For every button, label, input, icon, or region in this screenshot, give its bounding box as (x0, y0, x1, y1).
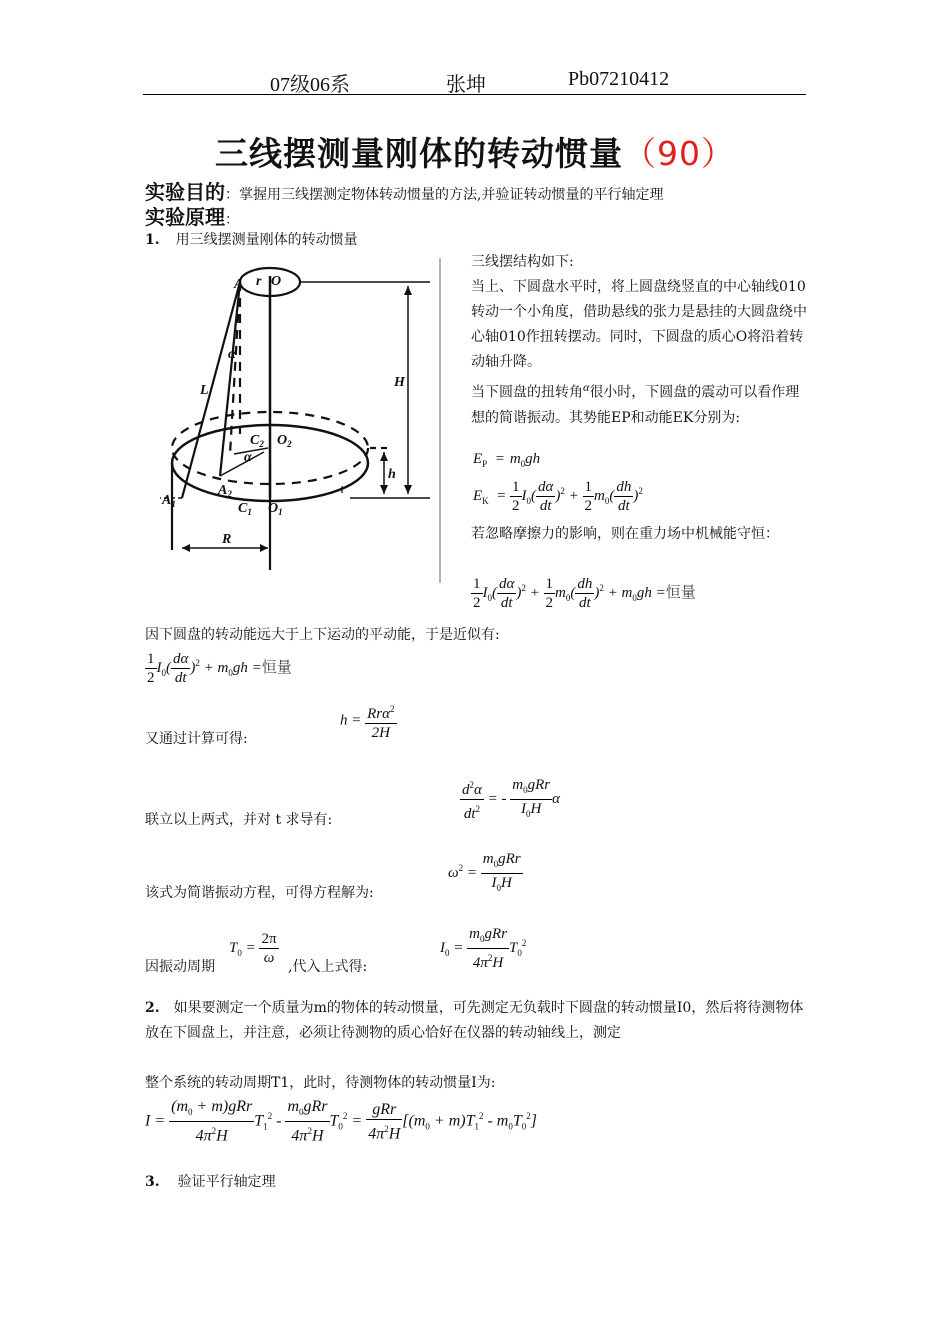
label-A2: $A_2$ (218, 483, 232, 499)
right-column (471, 250, 811, 431)
purpose-label: 实验目的 (145, 180, 225, 204)
paragraph-period-b: ,代入上式得: (288, 959, 368, 975)
label-h: h (388, 467, 396, 482)
item1-heading: 1. 用三线摆测量刚体的转动惯量 (145, 232, 358, 248)
header-class: 07级06系 (270, 74, 350, 96)
item2-paragraph: 2. 如果要测定一个质量为m的物体的转动惯量，可先测定无负载时下圆盘的转动惯量I0，然后将待测物体放在下圆盘上，并注意，必须让待测物的质心恰好在仪器的转动轴线上，测定 (145, 1000, 804, 1041)
three-wire-pendulum-diagram (160, 258, 450, 583)
label-O: O (271, 274, 282, 289)
paragraph-combine: 联立以上两式，并对 t 求导有: (145, 812, 333, 828)
paragraph-motion: 当上、下圆盘水平时，将上圆盘绕竖直的中心轴线010转动一个小角度，借助悬线的张力是悬挂的大圆盘绕中心轴010作扭转摆动。同时，下圆盘的质心O将沿着转动轴升降。 (471, 279, 807, 370)
formula-approximate-conservation: $\frac{1}{2}$ $I_0$( $\frac{d\alpha}{dt}$ )$^2 + m_0gh$ =恒量 (147, 651, 292, 686)
label-L: L (200, 383, 209, 398)
formula-potential-energy: $E_P = m_0gh$ (473, 451, 541, 469)
formula-omega: $\omega^2$ = $\frac{m_0gRr}{I_0H}$ (448, 851, 521, 893)
title-score: （90） (623, 134, 735, 173)
page-title: 三线摆测量刚体的转动惯量（90） (215, 134, 735, 173)
formula-I: I = $\frac{(m_0 + m)gRr}{4\pi^2H}$ $T_1^2$ - $\frac{m_0gRr}{4\pi^2H}$ $T_0^2$ = $\frac{\text{gRr}}{4\pi^2H}$ $[(m_0 + m)T_1^2 - m_0T_0^2]$ (145, 1098, 537, 1145)
item2-paragraph-2: 整个系统的转动周期T1，此时，待测物体的转动惯量I为: (145, 1075, 496, 1091)
paragraph-calc: 又通过计算可得: (145, 731, 248, 747)
formula-h: h = $\frac{Rr\alpha^2}{2H}$ (340, 700, 397, 742)
purpose-line: 实验目的：掌握用三线摆测定物体转动惯量的方法,并验证转动惯量的平行轴定理 (145, 180, 664, 204)
label-alpha-lower: α (244, 450, 252, 465)
paragraph-approximation: 因下圆盘的转动能远大于上下运动的平动能，于是近似有: (145, 627, 500, 643)
label-A: A (234, 277, 244, 292)
label-O1: $O_1$ (268, 501, 283, 517)
principle-label: 实验原理 (145, 205, 225, 229)
structure-intro: 三线摆结构如下: (471, 254, 574, 270)
label-H: H (394, 375, 405, 390)
header-name: 张坤 (446, 74, 486, 96)
paragraph-conservation: 若忽略摩擦力的影响，则在重力场中机械能守恒： (471, 526, 779, 542)
purpose-text: 掌握用三线摆测定物体转动惯量的方法,并验证转动惯量的平行轴定理 (239, 187, 664, 203)
label-C2: $C_2$ (250, 433, 264, 449)
paragraph-angle: 当下圆盘的扭转角α很小时，下圆盘的震动可以看作理想的简谐振动。其势能EP和动能EK分别为: (471, 380, 800, 426)
formula-second-derivative: $\frac{d^2\alpha}{dt^2}$ = - $\frac{m_0gRr}{I_0H}$ α (462, 777, 560, 822)
formula-period: $T_0$ = $\frac{2\pi}{\omega}$ (229, 931, 277, 966)
item3-heading: 3. 验证平行轴定理 (145, 1174, 276, 1190)
header-rule (143, 94, 806, 95)
label-A1: $A_1$ (162, 493, 176, 509)
label-alpha-upper: α (228, 347, 236, 362)
formula-kinetic-energy: $E_K$ = $\frac{1}{2}$ $I_0$( $\frac{d\alpha}{dt}$ )$^2$ + $\frac{1}{2}$ $m_0$( $\frac{dh}{dt}$ )$^2$ (473, 479, 643, 514)
formula-energy-conservation: $\frac{1}{2}$ $I_0$( $\frac{d\alpha}{dt}$ )$^2$ + $\frac{1}{2}$ $m_0$( $\frac{dh}{dt}$ )$^2 + m_0gh$ =恒量 (473, 576, 696, 611)
paragraph-period-a: 因振动周期 (145, 959, 215, 975)
header-student-id: Pb07210412 (568, 68, 670, 90)
paragraph-shm: 该式为简谐振动方程，可得方程解为: (145, 885, 374, 901)
formula-I0: $I_0$ = $\frac{m_0gRr}{4\pi^2H}$ $T_0^2$ (440, 926, 527, 971)
principle-line: 实验原理： (145, 205, 239, 229)
label-O2: $O_2$ (277, 433, 292, 449)
label-R: R (222, 532, 232, 547)
label-r: r (256, 274, 262, 289)
label-C1: $C_1$ (238, 501, 252, 517)
